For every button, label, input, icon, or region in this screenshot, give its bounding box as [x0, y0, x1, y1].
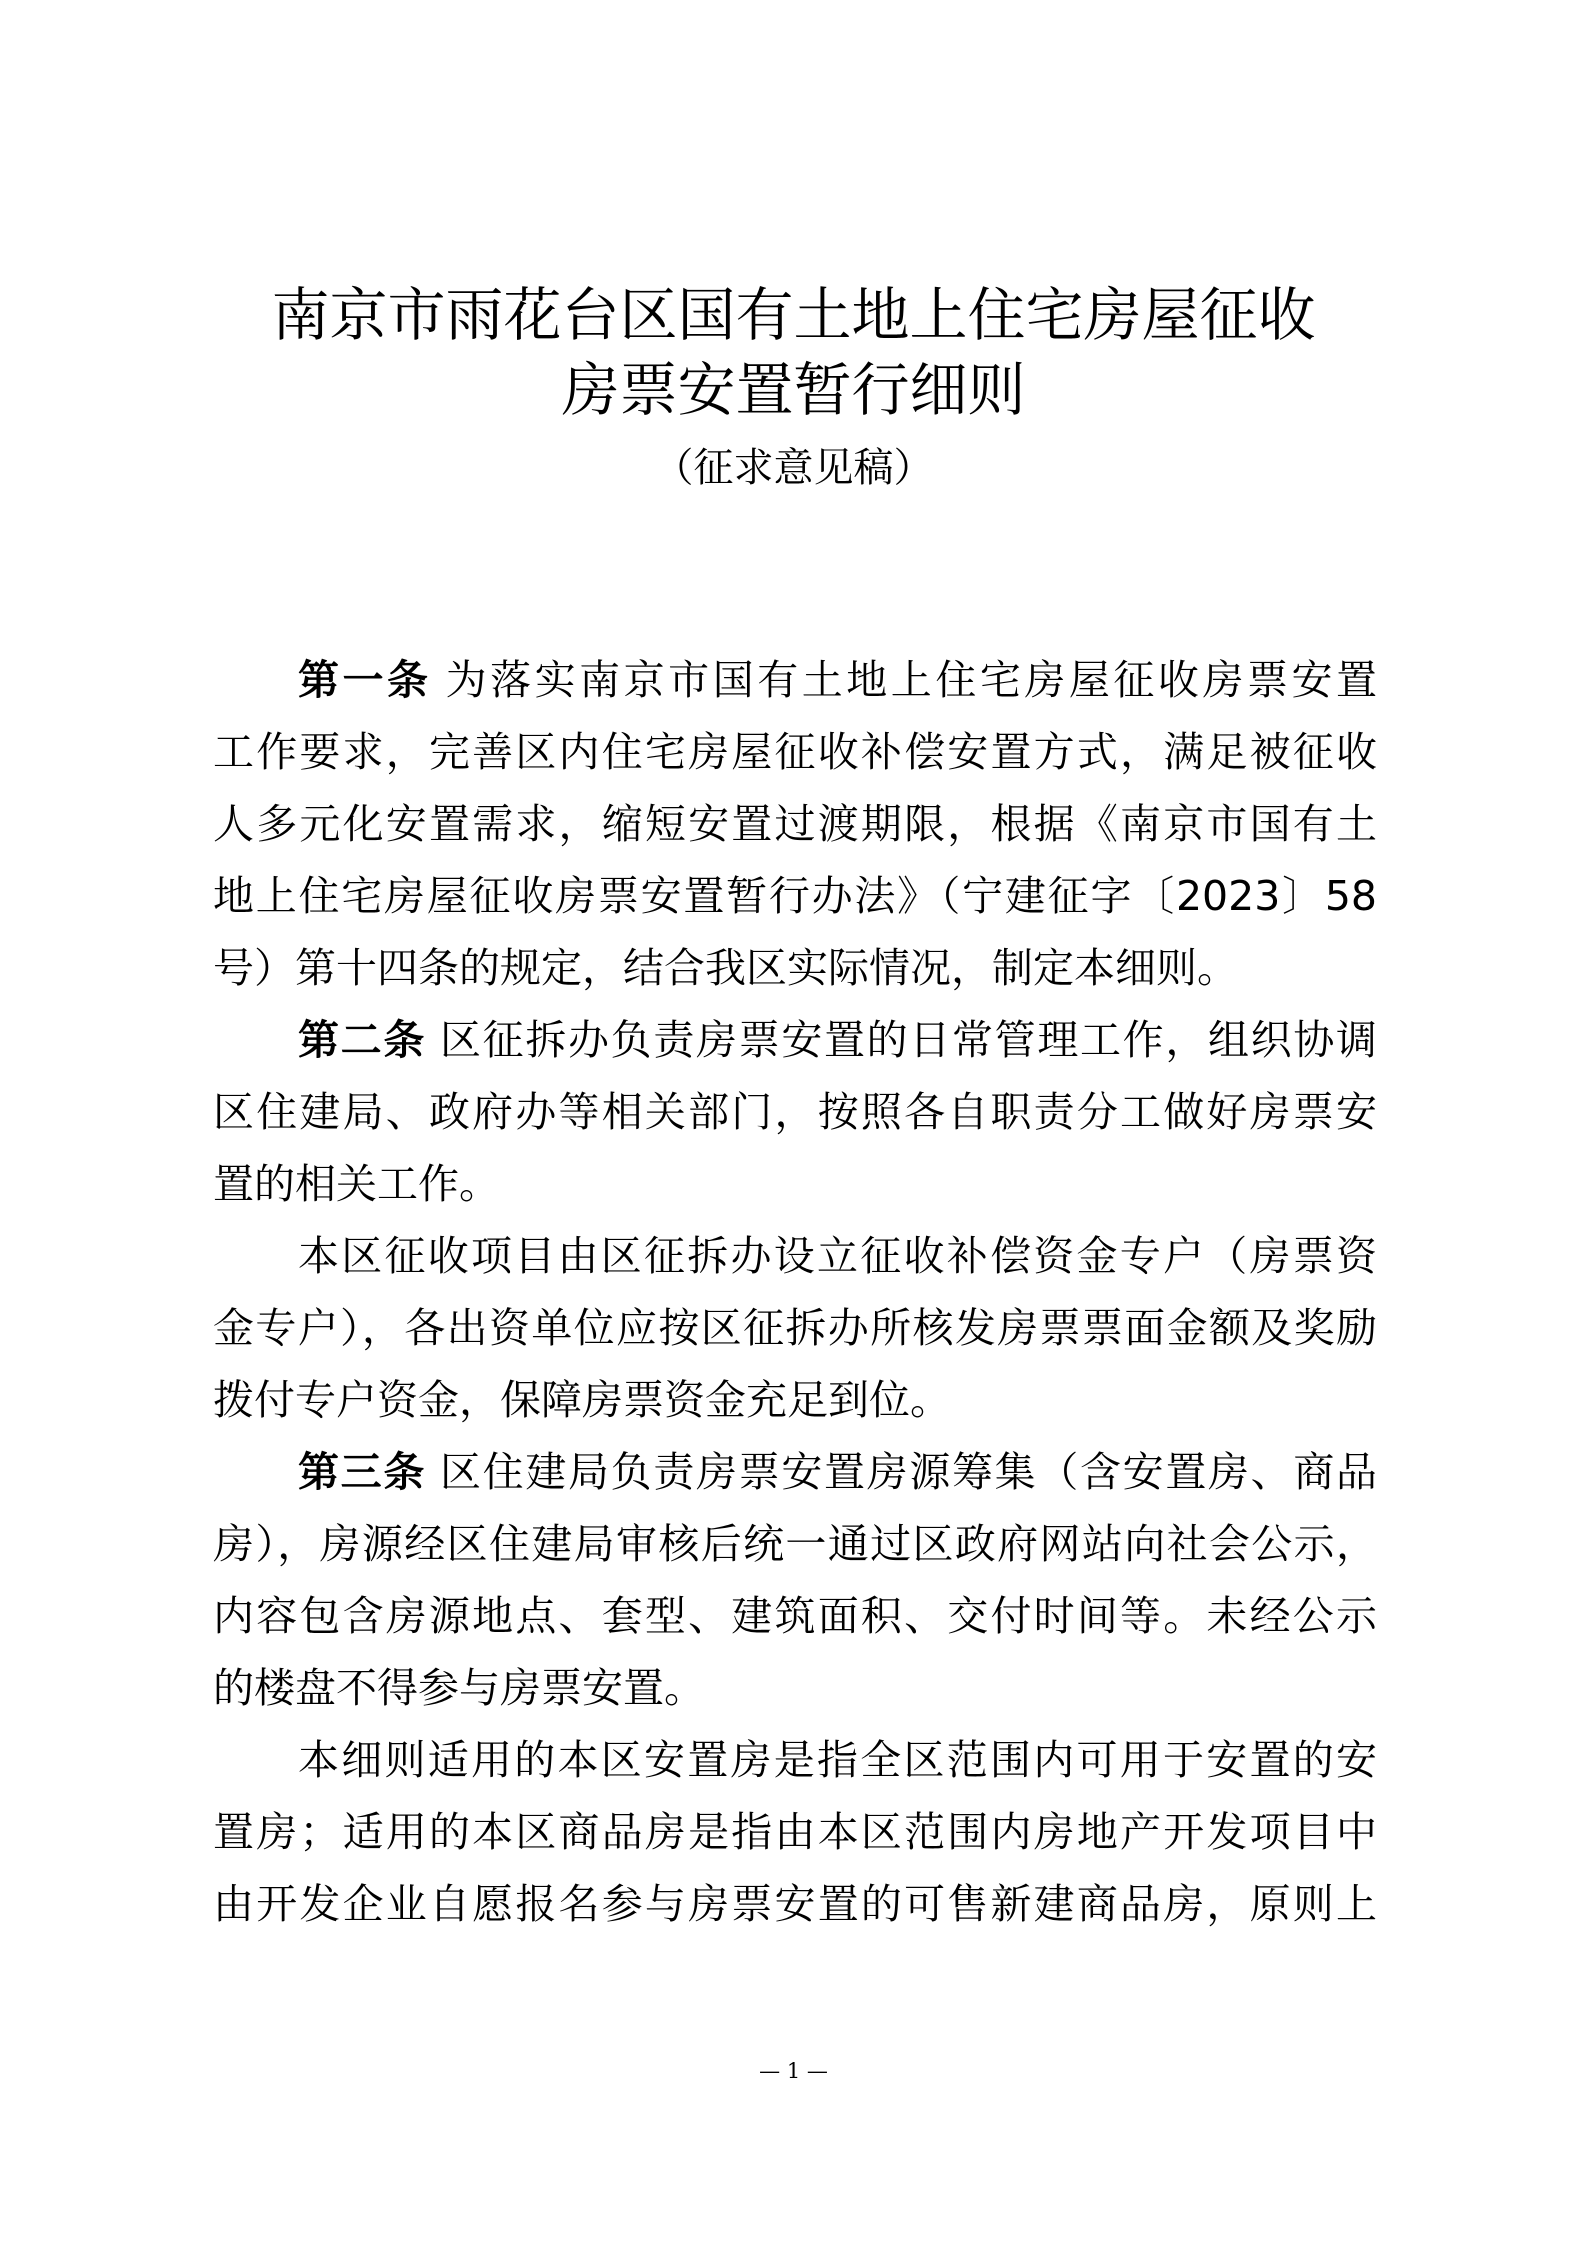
body-line: 号）第十四条的规定，结合我区实际情况，制定本细则。 — [213, 944, 1238, 992]
body-line: 拨付专户资金，保障房票资金充足到位。 — [213, 1376, 951, 1424]
article-heading-2: 第二条 — [298, 1016, 426, 1064]
body-line: 金专户），各出资单位应按区征拆办所核发房票票面金额及奖励 — [213, 1304, 1377, 1352]
body-line: 人多元化安置需求，缩短安置过渡期限，根据《南京市国有土 — [213, 800, 1377, 848]
body-line: 房），房源经区住建局审核后统一通过区政府网站向社会公示， — [213, 1520, 1377, 1568]
body-line: 由开发企业自愿报名参与房票安置的可售新建商品房，原则上 — [213, 1880, 1377, 1928]
article-heading-3: 第三条 — [298, 1448, 426, 1496]
document-title-line-1: 南京市雨花台区国有土地上住宅房屋征收 — [271, 281, 1316, 349]
body-line: 工作要求，完善区内住宅房屋征收补偿安置方式，满足被征收 — [213, 728, 1377, 776]
body-text: 区征拆办负责房票安置的日常管理工作，组织协调 — [440, 1016, 1377, 1064]
body-text: 为落实南京市国有土地上住宅房屋征收房票安置 — [445, 656, 1378, 704]
body-line: 区住建局、政府办等相关部门，按照各自职责分工做好房票安 — [213, 1088, 1377, 1136]
page-number: — 1 — — [759, 2059, 828, 2083]
body-line: 本细则适用的本区安置房是指全区范围内可用于安置的安 — [298, 1736, 1377, 1784]
article-heading-1: 第一条 — [298, 656, 432, 704]
body-line: 置房；适用的本区商品房是指由本区范围内房地产开发项目中 — [213, 1808, 1377, 1856]
body-line: 的楼盘不得参与房票安置。 — [213, 1664, 705, 1712]
body-line: 置的相关工作。 — [213, 1160, 500, 1208]
body-line — [213, 1448, 1377, 1496]
body-text: 区住建局负责房票安置房源筹集（含安置房、商品 — [440, 1448, 1377, 1496]
document-title-line-2: 房票安置暂行细则 — [561, 356, 1026, 424]
body-line: 地上住宅房屋征收房票安置暂行办法》（宁建征字〔2023〕58 — [213, 872, 1377, 920]
body-line — [213, 1016, 1377, 1064]
body-line — [213, 656, 1378, 704]
body-line: 本区征收项目由区征拆办设立征收补偿资金专户（房票资 — [298, 1232, 1377, 1280]
body-line: 内容包含房源地点、套型、建筑面积、交付时间等。未经公示 — [213, 1592, 1377, 1640]
document-subtitle: （征求意见稿） — [653, 445, 934, 491]
